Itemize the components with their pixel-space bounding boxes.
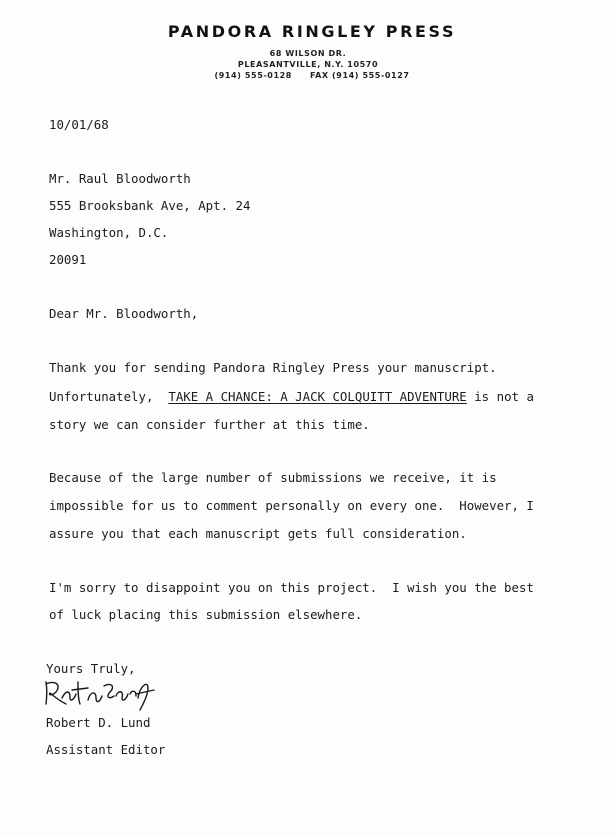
paragraph-3-line-2: of luck placing this submission elsewhere. [49, 607, 363, 622]
company-phone: (914) 555-0128 [214, 71, 292, 80]
handwritten-signature [40, 676, 160, 712]
company-name: PANDORA RINGLEY PRESS [167, 22, 457, 41]
company-city: PLEASANTVILLE, N.Y. 10570 [237, 60, 379, 69]
company-contact [8, 70, 616, 81]
company-street: 68 WILSON DR. [269, 49, 347, 58]
paragraph-2-line-2: impossible for us to comment personally on every one. However, I [49, 498, 534, 513]
recipient-zip: 20091 [49, 252, 87, 267]
company-fax: FAX (914) 555-0127 [309, 71, 410, 80]
signer-title: Assistant Editor [46, 742, 166, 757]
closing: Yours Truly, [46, 661, 136, 676]
salutation: Dear Mr. Bloodworth, [49, 306, 199, 321]
recipient-street: 555 Brooksbank Ave, Apt. 24 [49, 198, 251, 213]
paragraph-2-line-1: Because of the large number of submissions we receive, it is [49, 470, 497, 485]
recipient-city: Washington, D.C. [49, 225, 169, 240]
paragraph-2-line-3: assure you that each manuscript gets full consideration. [49, 526, 467, 541]
signer-name: Robert D. Lund [46, 715, 151, 730]
paragraph-1-line-3: story we can consider further at this time. [49, 417, 370, 432]
recipient-name: Mr. Raul Bloodworth [49, 171, 191, 186]
paragraph-1-line-2-start: Unfortunately, [49, 389, 169, 404]
paragraph-3-line-1: I'm sorry to disappoint you on this project. I wish you the best [49, 580, 534, 595]
manuscript-title: TAKE A CHANCE: A JACK COLQUITT ADVENTURE [168, 389, 467, 404]
paragraph-1-line-2 [49, 389, 534, 404]
paragraph-1-line-2-end: is not a [466, 389, 534, 404]
letter-date: 10/01/68 [49, 117, 109, 132]
letterhead [0, 22, 616, 81]
paragraph-1-line-1: Thank you for sending Pandora Ringley Press your manuscript. [49, 360, 497, 375]
